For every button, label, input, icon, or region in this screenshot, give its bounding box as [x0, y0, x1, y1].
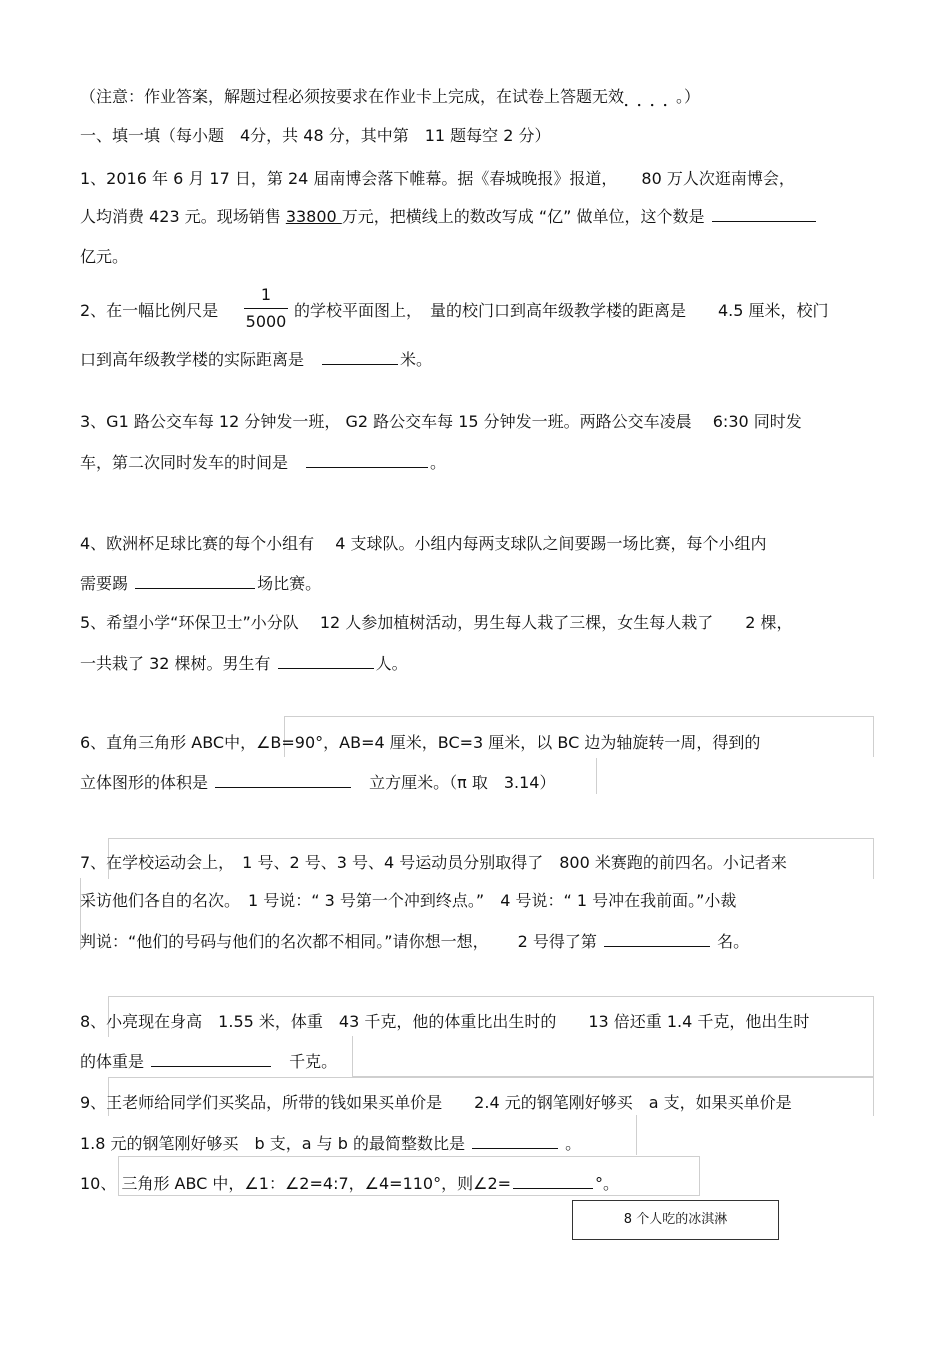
- question-2-unit: 米。: [400, 350, 433, 369]
- question-7-text: 判说：“他们的号码与他们的名次都不相同。”请你想一想， 2 号得了第: [80, 932, 603, 951]
- answer-blank-9[interactable]: [472, 1132, 558, 1149]
- answer-blank-8[interactable]: [151, 1050, 271, 1067]
- question-3-text: 车，第二次同时发车的时间是: [80, 453, 305, 472]
- answer-blank-6[interactable]: [215, 771, 351, 788]
- figure-label-box: 8 个人吃的冰淇淋: [572, 1200, 779, 1240]
- question-10-end: °。: [595, 1174, 620, 1193]
- question-7-line-3: [80, 930, 749, 953]
- notice-line: [80, 86, 700, 109]
- question-1-text-a: 人均消费 423 元。现场销售: [80, 207, 286, 226]
- question-4-unit: 场比赛。: [257, 574, 322, 593]
- question-1-line-2: [80, 205, 818, 228]
- question-6-unit: 立方厘米。（π 取 3.14）: [353, 773, 556, 792]
- question-7-line-1: 7、在学校运动会上， 1 号、2 号、3 号、4 号运动员分别取得了 800 米赛跑的前四名。小记者来: [80, 853, 787, 872]
- notice-end: 。）: [676, 87, 701, 106]
- question-5-unit: 人。: [375, 654, 408, 673]
- fraction-bar: [244, 308, 288, 309]
- question-1-line-1: 1、2016 年 6 月 17 日，第 24 届南博会落下帷幕。据《春城晚报》报道， 80 万人次逛南博会，: [80, 169, 795, 188]
- fraction-denominator: 5000: [245, 312, 287, 331]
- question-8-line-2: [80, 1050, 337, 1073]
- question-9-text: 1.8 元的钢笔刚好够买 b 支，a 与 b 的最简整数比是: [80, 1134, 471, 1153]
- question-5-line-1: 5、希望小学“环保卫士”小分队 12 人参加植树活动，男生每人栽了三棵，女生每人栽了 2 棵，: [80, 613, 793, 632]
- question-9-end: 。: [560, 1134, 582, 1153]
- section-title: 一、填一填（每小题 4分，共 48 分，其中第 11 题每空 2 分）: [80, 126, 551, 145]
- fraction-numerator: 1: [260, 285, 272, 304]
- answer-blank-7[interactable]: [604, 930, 710, 947]
- question-5-text: 一共栽了 32 棵树。男生有: [80, 654, 276, 673]
- answer-blank-2[interactable]: [322, 348, 398, 365]
- answer-blank-4[interactable]: [135, 572, 255, 589]
- question-5-line-2: [80, 652, 408, 675]
- question-4-line-2: [80, 572, 321, 595]
- question-4-text: 需要踢: [80, 574, 134, 593]
- question-2-post: 的学校平面图上， 量的校门口到高年级教学楼的距离是 4.5 厘米，校门: [294, 301, 829, 320]
- question-3-line-2: [80, 451, 446, 474]
- question-9-line-2: [80, 1132, 581, 1155]
- question-7-unit: 名。: [712, 932, 750, 951]
- question-3-end: 。: [430, 453, 447, 472]
- question-1-line-3: 亿元。: [80, 247, 129, 266]
- question-2-text: 口到高年级教学楼的实际距离是: [80, 350, 321, 369]
- scale-fraction: [242, 285, 290, 332]
- answer-blank-3[interactable]: [306, 451, 428, 468]
- notice-text: （注意：作业答案，解题过程必须按要求在作业卡上完成，在试卷上答题无效: [80, 87, 625, 106]
- answer-blank-1[interactable]: [712, 205, 816, 222]
- question-1-text-b: 万元，把横线上的数改写成 “亿” 做单位，这个数是: [341, 207, 710, 226]
- emphasis-dots: ．．．．: [624, 94, 677, 110]
- question-2-pre: 2、在一幅比例尺是: [80, 301, 219, 320]
- text-box-frame-6b: [596, 758, 597, 794]
- question-6-line-1: 6、直角三角形 ABC中，∠B=90°，AB=4 厘米，BC=3 厘米，以 BC 边为轴旋转一周，得到的: [80, 733, 761, 752]
- question-8-unit: 千克。: [273, 1052, 338, 1071]
- question-2-line-2: [80, 348, 432, 371]
- text-box-frame-8b: [352, 1036, 874, 1077]
- question-8-text: 的体重是: [80, 1052, 150, 1071]
- question-6-line-2: [80, 771, 555, 794]
- question-9-line-1: 9、王老师给同学们买奖品，所带的钱如果买单价是 2.4 元的钢笔刚好够买 a 支，如果买单价是: [80, 1093, 792, 1112]
- underlined-number: 33800: [285, 207, 342, 226]
- answer-blank-10[interactable]: [513, 1172, 593, 1189]
- question-3-line-1: 3、G1 路公交车每 12 分钟发一班， G2 路公交车每 15 分钟发一班。两路公交车凌晨 6:30 同时发: [80, 412, 802, 431]
- question-8-line-1: 8、小亮现在身高 1.55 米，体重 43 千克，他的体重比出生时的 13 倍还重 1.4 千克，他出生时: [80, 1012, 810, 1031]
- question-6-text: 立体图形的体积是: [80, 773, 214, 792]
- question-4-line-1: 4、欧洲杯足球比赛的每个小组有 4 支球队。小组内每两支球队之间要踢一场比赛，每个小组内: [80, 534, 767, 553]
- text-box-frame-9b: [636, 1115, 873, 1155]
- question-7-line-2: 采访他们各自的名次。 1 号说：“ 3 号第一个冲到终点。” 4 号说：“ 1 号冲在我前面。”小裁: [80, 891, 737, 910]
- question-10-text: 10、 三角形 ABC 中，∠1：∠2=4:7，∠4=110°，则∠2=: [80, 1174, 512, 1193]
- question-10-line: [80, 1172, 619, 1195]
- answer-blank-5[interactable]: [278, 652, 374, 669]
